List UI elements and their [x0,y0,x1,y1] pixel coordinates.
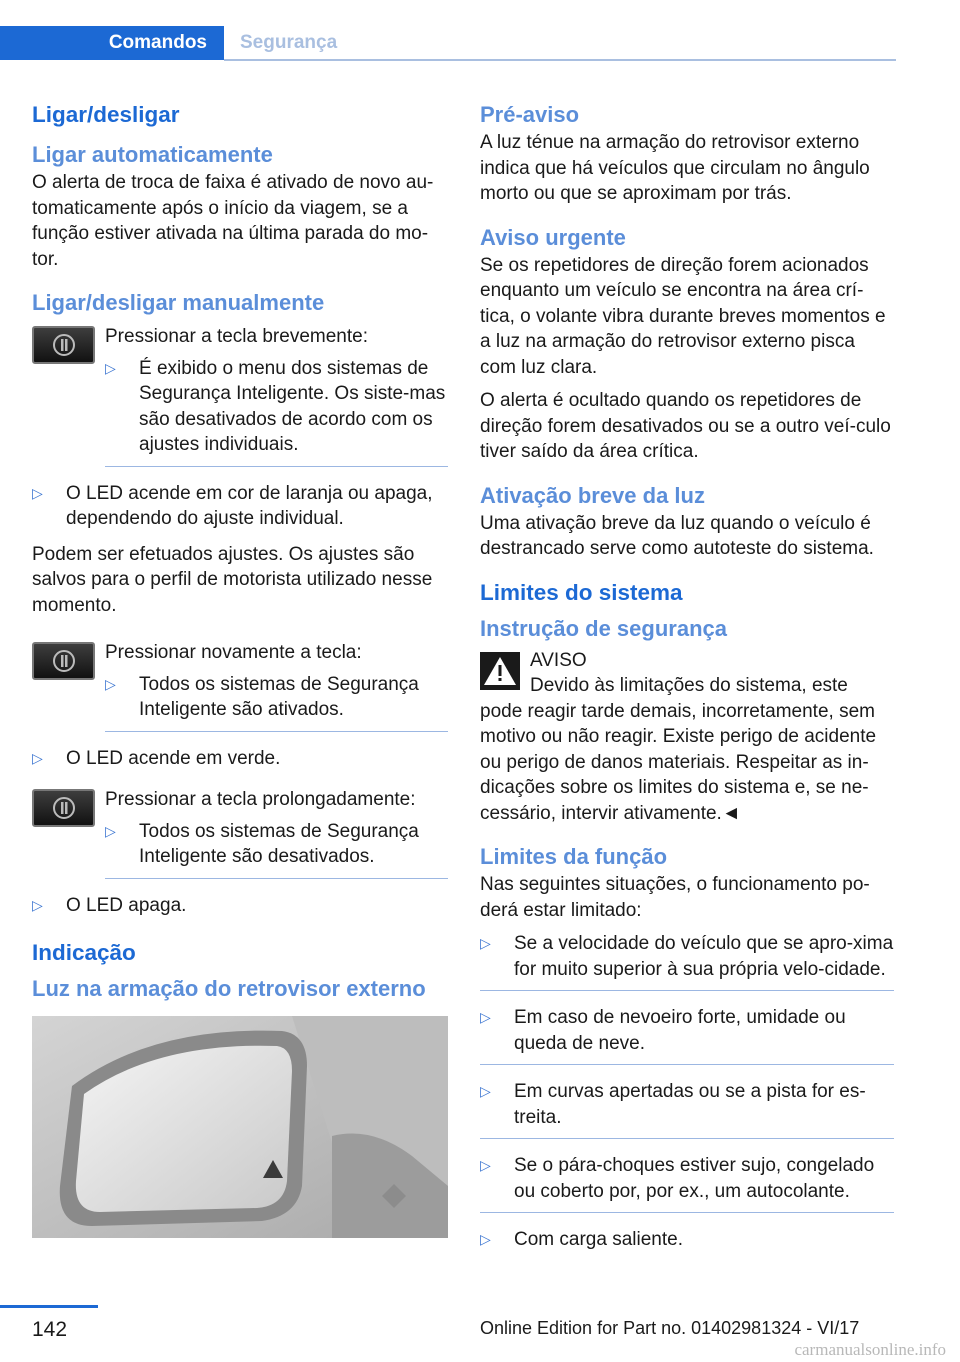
list-item: ▷ Em curvas apertadas ou se a pista for es-treita. [480,1073,894,1139]
paragraph-function-limits: Nas seguintes situações, o funcionamento po-derá estar limitado: [480,874,870,921]
heading-mirror-light: Luz na armação do retrovisor externo [32,976,426,1001]
list-item: ▷ Todos os sistemas de Segurança Inteligente são desativados. [105,813,448,879]
triangle-bullet-icon: ▷ [32,484,43,501]
tab-comandos[interactable]: Comandos [0,26,224,60]
list-item: ▷ O LED apaga. [32,887,448,923]
key-instruction-long [32,787,448,887]
triangle-bullet-icon: ▷ [105,675,116,692]
triangle-bullet-icon: ▷ [105,359,116,376]
heading-indication: Indicação [32,940,136,965]
key-text-short: Pressionar a tecla brevemente: [105,326,368,347]
key-instruction-short [32,324,448,475]
triangle-bullet-icon: ▷ [480,1231,491,1247]
triangle-bullet-icon: ▷ [480,1009,491,1025]
warning-block [480,648,894,699]
lane-assist-button-icon [32,789,95,827]
tab-seguranca[interactable]: Segurança [240,32,338,53]
lane-assist-button-icon [32,642,95,680]
footer-divider [0,1305,98,1308]
right-column [480,100,894,1257]
heading-system-limits: Limites do sistema [480,579,683,605]
heading-prewarning: Pré-aviso [480,102,580,127]
heading-auto: Ligar automaticamente [32,142,273,167]
heading-brief-light: Ativação breve da luz [480,482,705,508]
list-item: ▷ Com carga saliente. [480,1221,894,1257]
paragraph-urgent-2: O alerta é ocultado quando os repetidores de direção forem desativados ou se a outro veí-culo tiver saído da área crítica. [480,390,891,462]
watermark: carmanualsonline.info [794,1340,946,1359]
paragraph-prewarning: A luz ténue na armação do retrovisor externo indica que há veículos que circulam no ângulo morto ou que se aproximam por trás. [480,132,870,204]
heading-onoff: Ligar/desligar [32,102,180,127]
list-item: ▷ Todos os sistemas de Segurança Inteligente são ativados. [105,666,448,732]
key-instruction-again [32,640,448,740]
triangle-bullet-icon: ▷ [32,749,43,766]
list-item: ▷ É exibido o menu dos sistemas de Segurança Inteligente. Os siste-mas são desativados de acordo com os ajustes individuais. [105,350,448,467]
edition-note: Online Edition for Part no. 01402981324 - VI/17 [480,1318,860,1338]
heading-safety: Instrução de segurança [480,615,727,641]
triangle-bullet-icon: ▷ [480,1157,491,1173]
triangle-bullet-icon: ▷ [32,896,43,913]
triangle-bullet-icon: ▷ [105,822,116,839]
mirror-light-photo [32,1016,448,1238]
header-divider [224,59,896,61]
paragraph-urgent-1: Se os repetidores de direção forem acionados enquanto um veículo se encontra na área crí-tica, o volante vibra durante breves momentos e a luz na armação do retrovisor externo pisca com luz clara. [480,254,886,378]
list-item: ▷ O LED acende em verde. [32,740,448,776]
page-number: 142 [32,1318,68,1341]
warning-text-first: Devido às limitações do sistema, este [530,675,848,696]
lane-assist-button-icon [32,326,95,364]
warning-label: AVISO [530,649,587,671]
warning-text: pode reagir tarde demais, incorretamente, sem motivo ou não reagir. Existe perigo de acidente ou perigo de danos materiais. Respeitar as in-dicações sobre os limites do sistema e, se ne-cessário, intervir ativamente.◄ [480,700,877,824]
chapter-header [0,26,896,62]
paragraph-auto: O alerta de troca de faixa é ativado de novo au-tomaticamente após o início da viagem, se a função estiver ativada na última parada do mo-tor. [32,172,434,270]
heading-manual: Ligar/desligar manualmente [32,290,325,315]
key-text-again: Pressionar novamente a tecla: [105,642,362,663]
list-item: ▷ Se o pára-choques estiver sujo, congelado ou coberto por, por ex., um autocolante. [480,1147,894,1213]
list-item: ▷ Em caso de nevoeiro forte, umidade ou queda de neve. [480,999,894,1065]
heading-function-limits: Limites da função [480,844,668,869]
list-item: ▷ Se a velocidade do veículo que se apro-xima for muito superior à sua própria velo-cidade. [480,925,894,991]
triangle-bullet-icon: ▷ [480,1083,491,1099]
warning-triangle-icon [480,652,520,690]
paragraph-settings: Podem ser efetuados ajustes. Os ajustes são salvos para o perfil de motorista utilizado nesse momento. [32,543,433,616]
heading-urgent: Aviso urgente [480,224,626,250]
left-column [32,100,448,1238]
triangle-bullet-icon: ▷ [480,935,491,951]
list-item: ▷ O LED acende em cor de laranja ou apaga, dependendo do ajuste individual. [32,475,448,536]
key-text-long: Pressionar a tecla prolongadamente: [105,789,416,810]
paragraph-brief-light: Uma ativação breve da luz quando o veículo é destrancado serve como autoteste do sistema. [480,512,874,559]
